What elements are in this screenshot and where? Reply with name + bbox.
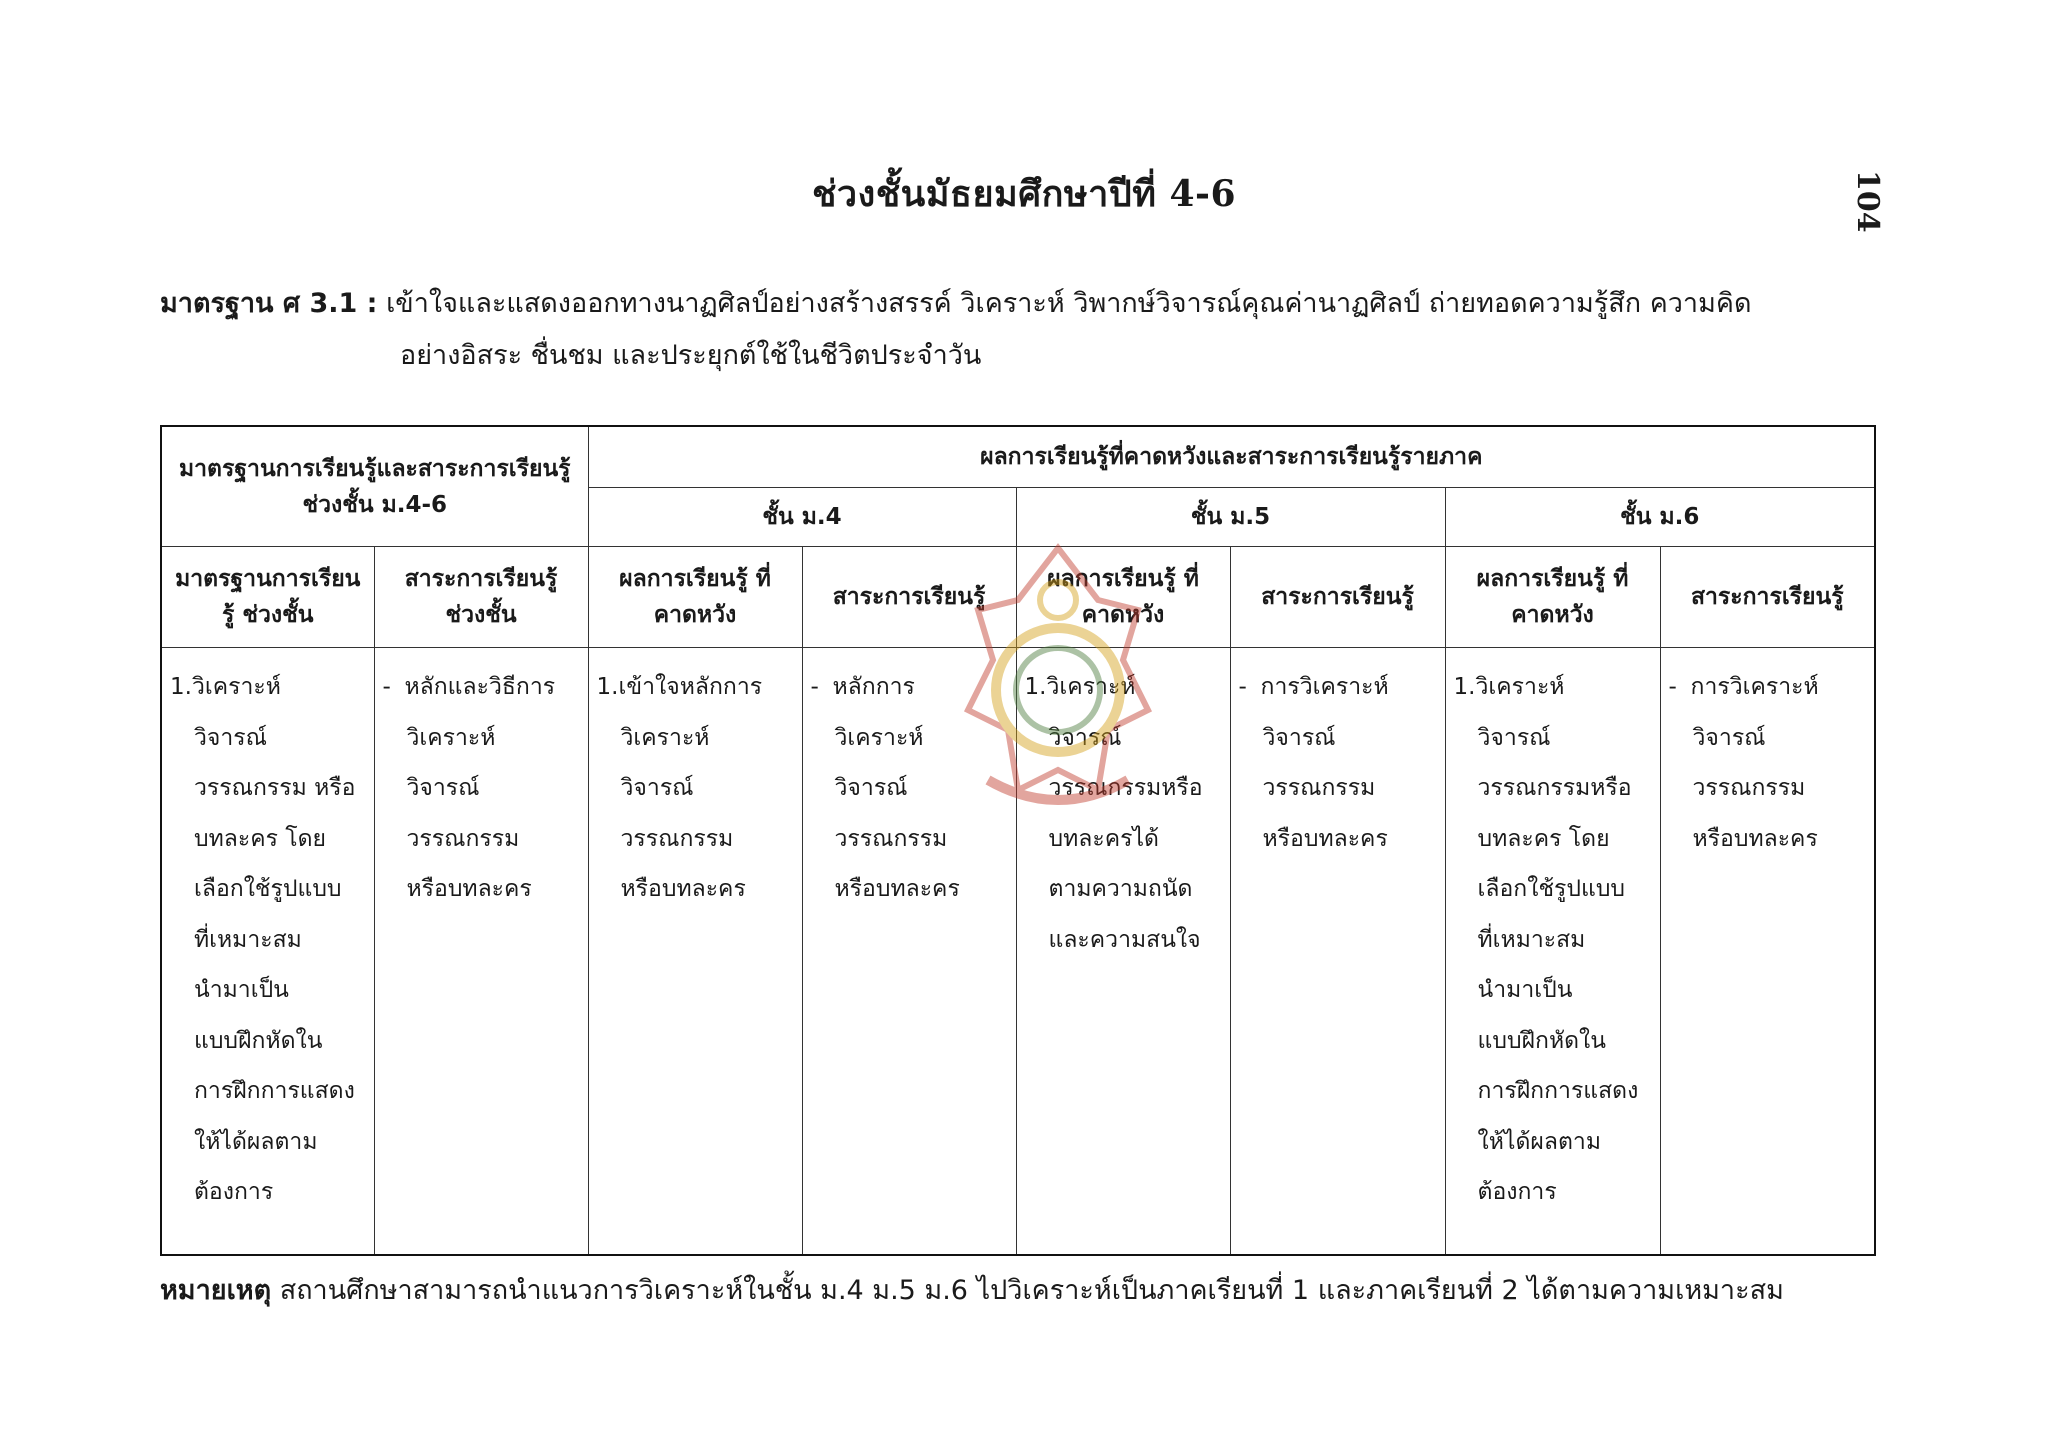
cell-m4-expected <box>588 648 802 1256</box>
cell-line-text: ให้ได้ผลตาม <box>194 1128 318 1155</box>
cell-line-text: วิจารณ์ <box>1477 724 1551 751</box>
cell-line-text: วิเคราะห์ <box>1046 674 1136 700</box>
cell-line-text: วรรณกรรมหรือ <box>1477 775 1632 801</box>
cell-line-text: วิเคราะห์ <box>834 724 924 751</box>
cell-line-text: ต้องการ <box>1477 1179 1557 1205</box>
cell-line-text: วิจารณ์ <box>1262 724 1336 751</box>
footnote <box>160 1268 1784 1311</box>
cell-m6-content <box>1660 648 1875 1256</box>
curriculum-table <box>160 425 1876 1256</box>
bullet-marker: - <box>1668 674 1677 700</box>
subheader-m4-expected: ผลการเรียนรู้ ที่คาดหวัง <box>588 547 802 648</box>
page-title: ช่วงชั้นมัธยมศึกษาปีที่ 4-6 <box>811 173 1237 215</box>
subheader-m4-content: สาระการเรียนรู้ <box>802 547 1016 648</box>
cell-item-first-line <box>1239 662 1439 713</box>
cell-line-text: วิจารณ์ <box>834 775 908 801</box>
cell-line-text: หรือบทละคร <box>834 876 960 902</box>
cell-line-text: บทละครได้ <box>1048 825 1159 852</box>
cell-line-text: การวิเคราะห์ <box>1690 674 1819 700</box>
cell-line-text: วิจารณ์ <box>1048 724 1122 751</box>
cell-line-text: หรือบทละคร <box>406 876 532 902</box>
cell-m5-expected <box>1016 648 1230 1256</box>
subheader-m5-expected: ผลการเรียนรู้ ที่คาดหวัง <box>1016 547 1230 648</box>
cell-m4-content <box>802 648 1016 1256</box>
cell-line-text: นำมาเป็น <box>1477 977 1573 1003</box>
cell-line-text: วิเคราะห์ <box>620 724 710 751</box>
cell-content-level <box>374 648 588 1256</box>
subheader-m6-content: สาระการเรียนรู้ <box>1660 547 1875 648</box>
cell-line-text: เข้าใจหลักการ <box>618 674 763 700</box>
cell-line-text: นำมาเป็น <box>194 977 289 1003</box>
cell-line-text: หรือบทละคร <box>1262 825 1388 852</box>
standard-text-2: อย่างอิสระ ชื่นชม และประยุกต์ใช้ในชีวิตประจำวัน <box>400 340 982 371</box>
standard-statement <box>160 278 1880 382</box>
cell-line-text: วรรณกรรม <box>834 825 948 852</box>
cell-line-text: ต้องการ <box>194 1179 274 1205</box>
cell-line-text: วิจารณ์ <box>620 775 694 801</box>
number-marker: 1. <box>1024 674 1047 700</box>
cell-line-text: เลือกใช้รูปแบบ <box>194 876 342 902</box>
cell-line-text: การฝึกการแสดง <box>1477 1078 1639 1104</box>
bullet-marker: - <box>810 674 819 700</box>
cell-line-text: หลักและวิธีการ <box>404 674 556 700</box>
cell-item-first-line <box>597 662 796 713</box>
cell-line-text: หรือบทละคร <box>1692 825 1818 852</box>
cell-line-text: วรรณกรรม <box>406 825 520 852</box>
cell-line-text: การวิเคราะห์ <box>1260 674 1389 700</box>
page-number: 104 <box>1850 170 1885 233</box>
number-marker: 1. <box>596 674 619 700</box>
header-grade-m6: ชั้น ม.6 <box>1445 488 1875 547</box>
cell-line-text: เลือกใช้รูปแบบ <box>1477 876 1626 902</box>
header-expected-outcomes: ผลการเรียนรู้ที่คาดหวังและสาระการเรียนรู้รายภาค <box>588 426 1875 488</box>
cell-line-text: วรรณกรรม <box>1692 775 1806 801</box>
cell-line-text: วิเคราะห์ <box>192 674 281 700</box>
cell-line-text: หลักการ <box>832 674 915 700</box>
cell-m5-content <box>1230 648 1445 1256</box>
header-grade-m5: ชั้น ม.5 <box>1016 488 1445 547</box>
cell-m6-expected <box>1445 648 1660 1256</box>
number-marker: 1. <box>170 674 192 700</box>
cell-item-first-line <box>1669 662 1869 713</box>
cell-item-first-line <box>383 662 582 713</box>
cell-line-text: วิเคราะห์ <box>1475 674 1565 700</box>
cell-item-first-line <box>170 662 368 713</box>
cell-line-text: ที่เหมาะสม <box>1477 926 1586 953</box>
subheader-m6-expected: ผลการเรียนรู้ ที่คาดหวัง <box>1445 547 1660 648</box>
cell-line-text: บทละคร โดย <box>194 825 327 852</box>
header-standards-content: มาตรฐานการเรียนรู้และสาระการเรียนรู้ ช่วงชั้น ม.4-6 <box>161 426 588 547</box>
cell-item-first-line <box>811 662 1010 713</box>
cell-line-text: แบบฝึกหัดใน <box>194 1027 323 1054</box>
standard-text-1: เข้าใจและแสดงออกทางนาฏศิลป์อย่างสร้างสรรค์ วิเคราะห์ วิพากษ์วิจารณ์คุณค่านาฏศิลป์ ถ่ายทอดความรู้สึก ความคิด <box>386 288 1752 319</box>
subheader-content-level: สาระการเรียนรู้ ช่วงชั้น <box>374 547 588 648</box>
standard-line-1 <box>160 278 1880 330</box>
cell-line-text: ให้ได้ผลตาม <box>1477 1128 1601 1155</box>
bullet-marker: - <box>1238 674 1247 700</box>
cell-line-text: การฝึกการแสดง <box>194 1078 355 1104</box>
cell-line-text: วิเคราะห์ <box>406 724 496 751</box>
cell-line-text: ตามความถนัด <box>1048 876 1193 902</box>
cell-item-first-line <box>1454 662 1654 713</box>
cell-line-text: วิจารณ์ <box>1692 724 1766 751</box>
cell-line-text: วิจารณ์ <box>194 724 267 751</box>
cell-line-text: วิจารณ์ <box>406 775 480 801</box>
standard-label: มาตรฐาน ศ 3.1 : <box>160 288 378 319</box>
cell-standard-level <box>161 648 374 1256</box>
cell-line-text: หรือบทละคร <box>620 876 746 902</box>
cell-line-text: และความสนใจ <box>1048 926 1201 953</box>
number-marker: 1. <box>1453 674 1476 700</box>
bullet-marker: - <box>382 674 391 700</box>
footnote-text: สถานศึกษาสามารถนำแนวการวิเคราะห์ในชั้น ม.4 ม.5 ม.6 ไปวิเคราะห์เป็นภาคเรียนที่ 1 และภาคเรียนที่ 2 ได้ตามความเหมาะสม <box>279 1275 1784 1306</box>
cell-line-text: บทละคร โดย <box>1477 825 1610 852</box>
subheader-standard-level: มาตรฐานการเรียนรู้ ช่วงชั้น <box>161 547 374 648</box>
subheader-m5-content: สาระการเรียนรู้ <box>1230 547 1445 648</box>
cell-line-text: วรรณกรรม <box>1262 775 1376 801</box>
footnote-label: หมายเหตุ <box>160 1275 272 1306</box>
cell-line-text: แบบฝึกหัดใน <box>1477 1027 1606 1054</box>
cell-item-first-line <box>1025 662 1224 713</box>
cell-line-text: วรรณกรรม หรือ <box>194 775 356 801</box>
cell-line-text: วรรณกรรมหรือ <box>1048 775 1203 801</box>
cell-line-text: ที่เหมาะสม <box>194 926 302 953</box>
header-grade-m4: ชั้น ม.4 <box>588 488 1016 547</box>
cell-line-text: วรรณกรรม <box>620 825 734 852</box>
